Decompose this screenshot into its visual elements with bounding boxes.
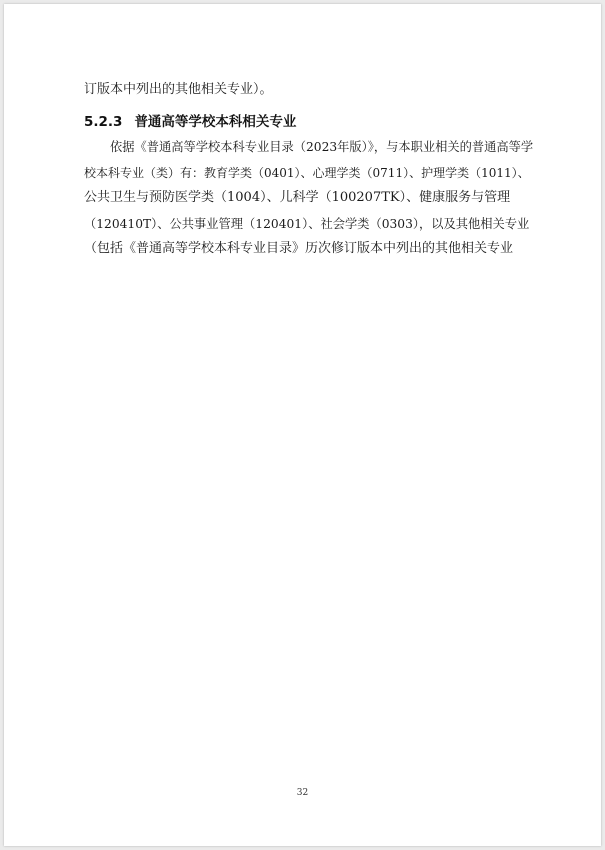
section-title: 普通高等学校本科相关专业 bbox=[134, 114, 297, 130]
continuation-line: 订版本中列出的其他相关专业）。 bbox=[84, 82, 273, 97]
document-page bbox=[4, 4, 601, 846]
paragraph-line: 校本科专业（类）有：教育学类（0401）、心理学类（0711）、护理学类（1011）、 bbox=[84, 165, 530, 180]
page-number: 32 bbox=[296, 788, 309, 798]
paragraph-line: 依据《普通高等学校本科专业目录（2023年版）》，与本职业相关的普通高等学 bbox=[110, 140, 534, 154]
section-number: 5.2.3 bbox=[84, 114, 123, 130]
paragraph-line: 公共卫生与预防医学类（1004）、儿科学（100207TK）、健康服务与管理 bbox=[84, 190, 511, 205]
paragraph-line: （包括《普通高等学校本科专业目录》历次修订版本中列出的其他相关专业 bbox=[84, 241, 514, 256]
paragraph-line: （120410T）、公共事业管理（120401）、社会学类（0303），以及其他相关专业 bbox=[84, 216, 530, 231]
section-paragraph bbox=[84, 138, 534, 266]
section-heading bbox=[84, 110, 296, 130]
